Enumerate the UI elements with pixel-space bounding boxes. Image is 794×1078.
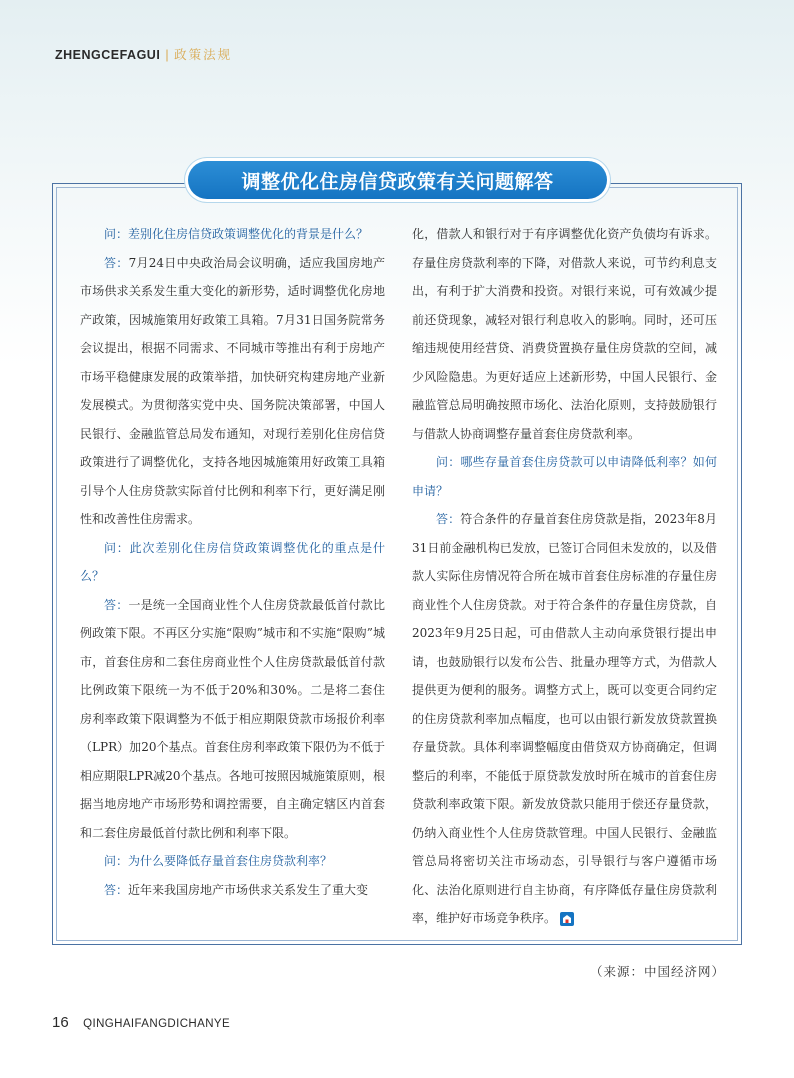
article-title: 调整优化住房信贷政策有关问题解答 xyxy=(188,161,607,199)
question-4: 问：哪些存量首套住房贷款可以申请降低利率？如何申请？ xyxy=(412,455,717,498)
answer-label: 答： xyxy=(104,255,129,270)
answer-4 xyxy=(412,505,717,933)
answer-label: 答： xyxy=(104,882,129,897)
answer-4-text: 符合条件的存量首套住房贷款是指，2023年8月31日前金融机构已发放，已签订合同但未发放的，以及借款人实际住房情况符合所在城市首套住房标准的存量住房商业性个人住房贷款。对于符合条件的存量住房贷款，自2023年9月25日起，可由借款人主动向承贷银行提出申请，也鼓励银行以发布公告、批量办理等方式，为借款人提供更为便利的服务。调整方式上，既可以变更合同约定的住房贷款利率加点幅度，也可以由银行新发放贷款置换存量贷款。具体利率调整幅度由借贷双方协商确定，但调整后的利率，不能低于原贷款发放时所在城市的首套住房贷款利率政策下限。新发放贷款只能用于偿还存量贷款，仍纳入商业性个人住房贷款管理。中国人民银行、金融监管总局将密切关注市场动态，引导银行与客户遵循市场化、法治化原则进行自主协商，有序降低存量住房贷款利率，维护好市场竞争秩序。 xyxy=(412,512,717,925)
question-3: 问：为什么要降低存量首套住房贷款利率？ xyxy=(104,854,333,868)
magazine-logo-icon xyxy=(560,912,574,926)
answer-2-text: 一是统一全国商业性个人住房贷款最低首付款比例政策下限。不再区分实施“限购”城市和不实施“限购”城市，首套住房和二套住房商业性个人住房贷款最低首付款比例政策下限统一为不低于20%和30%。二是将二套住房利率政策下限调整为不低于相应期限贷款市场报价利率（LPR）加20个基点。首套住房利率政策下限仍为不低于相应期限LPR减20个基点。各地可按照因城施策原则，根据当地房地产市场形势和调控需要，自主确定辖区内首套和二套住房最低首付款比例和利率下限。 xyxy=(80,597,385,840)
question-2: 问：此次差别化住房信贷政策调整优化的重点是什么？ xyxy=(80,540,385,583)
magazine-name: QINGHAIFANGDICHANYE xyxy=(83,1018,231,1030)
answer-3-continued: 化，借款人和银行对于有序调整优化资产负债均有诉求。存量住房贷款利率的下降，对借款人来说，可节约利息支出，有利于扩大消费和投资。对银行来说，可有效减少提前还贷现象，减轻对银行利息收入的影响。同时，还可压缩违规使用经营贷、消费贷置换存量住房贷款的空间，减少风险隐患。为更好适应上述新形势，中国人民银行、金融监管总局明确按照市场化、法治化原则，支持鼓励银行与借款人协商调整存量首套住房贷款利率。 xyxy=(412,227,717,441)
page-footer xyxy=(52,1014,230,1032)
answer-3 xyxy=(80,876,385,905)
answer-label: 答： xyxy=(104,597,129,612)
answer-2 xyxy=(80,591,385,848)
header-separator: | xyxy=(165,48,170,62)
title-banner xyxy=(185,158,610,202)
answer-3-text: 近年来我国房地产市场供求关系发生了重大变 xyxy=(128,882,369,897)
left-column xyxy=(80,220,385,904)
source-note: （来源：中国经济网） xyxy=(590,964,726,979)
right-column xyxy=(412,220,717,933)
section-name-en: ZHENGCEFAGUI xyxy=(55,48,161,62)
page-number: 16 xyxy=(52,1014,69,1031)
answer-1-text: 7月24日中央政治局会议明确，适应我国房地产市场供求关系发生重大变化的新形势，适时调整优化房地产政策，因城施策用好政策工具箱。7月31日国务院常务会议提出，根据不同需求、不同城市等推出有利于房地产市场平稳健康发展的政策举措，加快研究构建房地产业新发展模式。为贯彻落实党中央、国务院决策部署，中国人民银行、金融监管总局发布通知，对现行差别化住房信贷政策进行了调整优化，支持各地因城施策用好政策工具箱引导个人住房贷款实际首付比例和利率下行，更好满足刚性和改善性住房需求。 xyxy=(80,255,385,526)
answer-label: 答： xyxy=(436,512,461,526)
page-header xyxy=(55,45,232,63)
question-1: 问：差别化住房信贷政策调整优化的背景是什么？ xyxy=(104,227,369,241)
section-name-cn: 政策法规 xyxy=(174,48,233,62)
answer-1 xyxy=(80,249,385,534)
